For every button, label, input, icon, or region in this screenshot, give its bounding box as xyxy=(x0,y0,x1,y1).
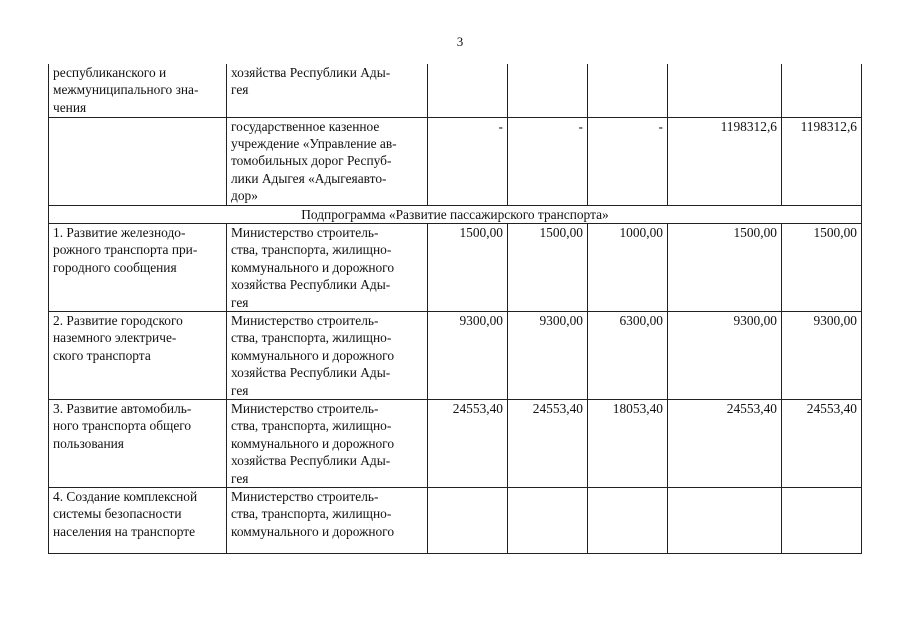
executor-cell xyxy=(227,223,428,311)
value-cell: - xyxy=(588,117,668,205)
table-row xyxy=(49,400,862,488)
value-cell xyxy=(782,488,862,554)
value-cell: 24553,40 xyxy=(508,400,588,488)
executor-cell-line: хозяйства Республики Ады- xyxy=(231,453,391,469)
value-cell: 1500,00 xyxy=(508,223,588,311)
table-row xyxy=(49,64,862,117)
program-cell-line: системы безопасности xyxy=(53,506,182,522)
program-cell-line: межмуниципального зна- xyxy=(53,82,199,98)
value-cell: - xyxy=(508,117,588,205)
funding-table xyxy=(48,64,862,554)
value-cell xyxy=(668,64,782,117)
executor-cell-line: учреждение «Управление ав- xyxy=(231,135,397,151)
value-cell: 9300,00 xyxy=(668,311,782,399)
executor-cell xyxy=(227,400,428,488)
value-cell: 1500,00 xyxy=(668,223,782,311)
value-cell xyxy=(588,488,668,554)
executor-cell-line: коммунального и дорожного xyxy=(231,435,395,451)
program-cell-line: пользования xyxy=(53,435,124,451)
value-cell: 24553,40 xyxy=(668,400,782,488)
value-cell xyxy=(588,64,668,117)
subprogram-header-row xyxy=(49,205,862,223)
executor-cell xyxy=(227,64,428,117)
program-cell-line: ского транспорта xyxy=(53,347,151,363)
executor-cell-line: коммунального и дорожного xyxy=(231,347,395,363)
page-number: 3 xyxy=(456,34,464,49)
value-cell: 1198312,6 xyxy=(782,117,862,205)
value-cell: 1500,00 xyxy=(428,223,508,311)
table-row xyxy=(49,117,862,205)
executor-cell-line: гея xyxy=(231,470,249,486)
value-cell: 9300,00 xyxy=(428,311,508,399)
value-cell: - xyxy=(428,117,508,205)
executor-cell-line: хозяйства Республики Ады- xyxy=(231,365,391,381)
executor-cell-line: коммунального и дорожного xyxy=(231,523,395,539)
executor-cell xyxy=(227,488,428,554)
executor-cell-line: хозяйства Республики Ады- xyxy=(231,277,391,293)
value-cell: 9300,00 xyxy=(782,311,862,399)
value-cell xyxy=(782,64,862,117)
table-row xyxy=(49,311,862,399)
program-cell xyxy=(49,400,227,488)
executor-cell-line: коммунального и дорожного xyxy=(231,259,395,275)
program-cell xyxy=(49,117,227,205)
value-cell: 24553,40 xyxy=(782,400,862,488)
value-cell: 6300,00 xyxy=(588,311,668,399)
executor-cell-line: государственное казенное xyxy=(231,118,380,134)
executor-cell-line: дор» xyxy=(231,188,258,204)
executor-cell-line: Министерство строитель- xyxy=(231,312,379,328)
executor-cell xyxy=(227,311,428,399)
value-cell: 1500,00 xyxy=(782,223,862,311)
executor-cell-line: гея xyxy=(231,294,249,310)
program-cell xyxy=(49,64,227,117)
value-cell: 18053,40 xyxy=(588,400,668,488)
program-cell-line: 1. Развитие железнодо- xyxy=(53,224,186,240)
value-cell xyxy=(668,488,782,554)
program-cell-line: городного сообщения xyxy=(53,259,177,275)
executor-cell-line: ства, транспорта, жилищно- xyxy=(231,418,392,434)
program-cell-line: чения xyxy=(53,99,87,115)
executor-cell-line: Министерство строитель- xyxy=(231,401,379,416)
executor-cell-line: гея xyxy=(231,82,249,98)
program-cell-line: республиканского и xyxy=(53,65,167,80)
value-cell: 1198312,6 xyxy=(668,117,782,205)
program-cell-line: 3. Развитие автомобиль- xyxy=(53,401,192,416)
executor-cell-line: гея xyxy=(231,382,249,398)
value-cell: 24553,40 xyxy=(428,400,508,488)
executor-cell-line: ства, транспорта, жилищно- xyxy=(231,330,392,346)
program-cell-line: наземного электриче- xyxy=(53,330,177,346)
program-cell xyxy=(49,488,227,554)
table-body xyxy=(49,64,862,554)
executor-cell-line: ства, транспорта, жилищно- xyxy=(231,506,392,522)
executor-cell-line: хозяйства Республики Ады- xyxy=(231,65,391,80)
program-cell-line: населения на транспорте xyxy=(53,523,196,539)
program-cell xyxy=(49,223,227,311)
value-cell xyxy=(508,64,588,117)
executor-cell-line: томобильных дорог Респуб- xyxy=(231,153,392,169)
executor-cell-line: Министерство строитель- xyxy=(231,224,379,240)
executor-cell-line: Министерство строитель- xyxy=(231,489,379,505)
value-cell xyxy=(428,488,508,554)
executor-cell xyxy=(227,117,428,205)
program-cell xyxy=(49,311,227,399)
executor-cell-line: ства, транспорта, жилищно- xyxy=(231,242,392,258)
program-cell-line: 4. Создание комплексной xyxy=(53,489,198,505)
value-cell xyxy=(508,488,588,554)
value-cell: 1000,00 xyxy=(588,223,668,311)
table-row xyxy=(49,488,862,554)
table-row xyxy=(49,223,862,311)
value-cell xyxy=(428,64,508,117)
subprogram-title: Подпрограмма «Развитие пассажирского транспорта» xyxy=(49,205,862,223)
program-cell-line: 2. Развитие городского xyxy=(53,312,183,328)
value-cell: 9300,00 xyxy=(508,311,588,399)
executor-cell-line: лики Адыгея «Адыгеяавто- xyxy=(231,170,387,186)
program-cell-line: ного транспорта общего xyxy=(53,418,192,434)
program-cell-line: рожного транспорта при- xyxy=(53,242,198,258)
